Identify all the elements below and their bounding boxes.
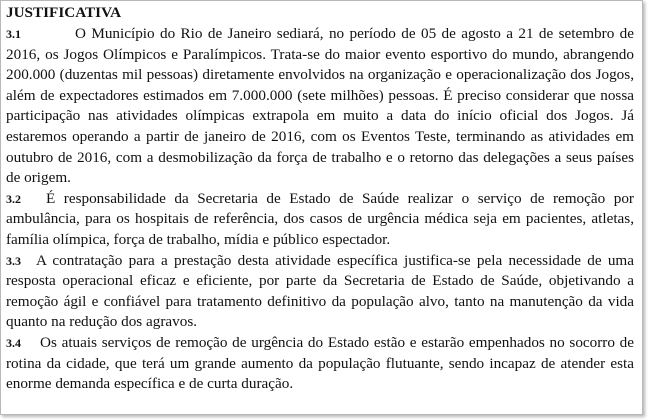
paragraph-3-3: [6, 251, 634, 333]
paragraph-number: 3.2: [6, 191, 21, 206]
paragraph-3-2: [6, 189, 634, 251]
paragraph-number: 3.3: [6, 253, 21, 268]
paragraph-text: É responsabilidade da Secretaria de Estado de Saúde realizar o serviço de remoção por ambulância, para os hospitais de referência, dos casos de urgência médica seja em pacientes, atletas, família olímpica, força de trabalho, mídia e público espectador.: [6, 189, 634, 248]
paragraph-text: O Município do Rio de Janeiro sediará, no período de 05 de agosto a 21 de setembro de 2016, os Jogos Olímpicos e Paralímpicos. Trata-se do maior evento esportivo do mundo, abrangendo 200.000 (duzentas mil pessoas) diretamente envolvidos na organização e operacionalização dos Jogos, além de expectadores estimados em 7.000.000 (sete milhões) pessoas. É preciso considerar que nossa participação nas atividades olímpicas extrapola em muito a data do início oficial dos Jogos. Já estaremos operando a partir de janeiro de 2016, com os Eventos Teste, terminando as atividades em outubro de 2016, com a desmobilização da força de trabalho e o retorno das delegações a seus países de origem.: [6, 25, 634, 187]
section-heading: JUSTIFICATIVA: [6, 4, 122, 21]
paragraph-text: Os atuais serviços de remoção de urgência do Estado estão e estarão empenhados no socorro de rotina da cidade, que terá um grande aumento da população flutuante, sendo incapaz de atender esta enorme demanda específica e de curta duração.: [6, 333, 634, 393]
paragraph-3-4: [6, 333, 634, 395]
paragraph-text: A contratação para a prestação desta atividade específica justifica-se pela necessidade de uma resposta operacional eficaz e eficiente, por parte da Secretaria de Estado de Saúde, objetivando a remoção ágil e confiável para tratamento definitivo da população alvo, tanto na manutenção da vida quanto na redução dos agravos.: [6, 251, 634, 331]
paragraph-number: 3.1: [6, 27, 21, 41]
document-body: [6, 2, 634, 395]
paragraph-3-1: [6, 24, 634, 189]
paragraph-number: 3.4: [6, 335, 21, 350]
